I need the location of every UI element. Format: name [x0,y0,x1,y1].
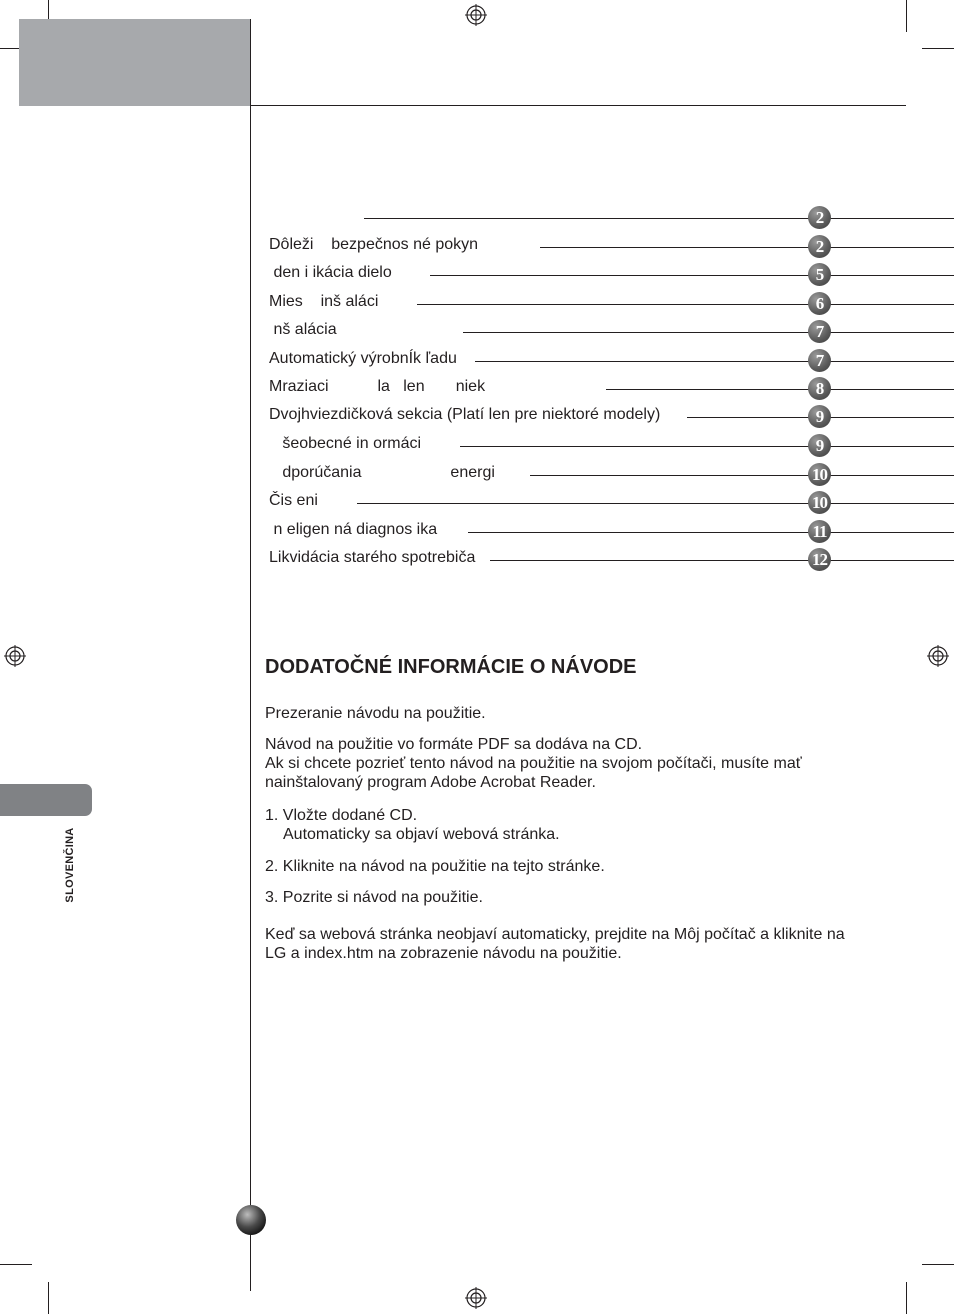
toc-page-number: 10 [808,491,831,514]
crop-mark [906,1282,907,1314]
toc-leader-line [417,304,954,305]
crop-mark [906,0,907,32]
paragraph-fallback: Keď sa webová stránka neobjaví automaticky, prejdite na Môj počítač a kliknite na LG a index.htm na zobrazenie návodu na použitie. [265,926,845,962]
toc-leader-line [463,332,954,333]
paragraph-intro: Prezeranie návodu na použitie. [265,705,486,722]
toc-row[interactable] [0,463,954,491]
registration-mark-icon [465,1287,487,1309]
crop-mark [48,1282,49,1314]
toc-leader-line [357,503,954,504]
header-block [19,19,250,106]
toc-row[interactable] [0,405,954,433]
toc-row[interactable] [0,320,954,348]
toc-page-number: 6 [808,292,831,315]
language-tab [0,784,92,816]
toc-page-number: 10 [808,463,831,486]
toc-page-number: 7 [808,320,831,343]
toc-page-number: 9 [808,405,831,428]
toc-page-number: 9 [808,434,831,457]
step-text: 1. Vložte dodané CD. [265,807,418,824]
toc-entry-title: Mies inš aláci [269,293,379,310]
crop-mark [922,48,954,49]
toc-page-number: 12 [808,548,831,571]
toc-entry-title: Dôleži bezpečnos né pokyn [269,236,479,253]
step-1 [265,806,875,844]
toc-page-number: 5 [808,263,831,286]
paragraph-line: Návod na použitie vo formáte PDF sa dodáva na CD. [265,736,643,753]
step-2: 2. Kliknite na návod na použitie na tejto stránke. [265,858,605,875]
toc-row[interactable] [0,292,954,320]
toc-page-number: 2 [808,206,831,229]
toc-entry-title: n eligen ná diagnos ika [269,521,438,538]
toc-row[interactable] [0,263,954,291]
toc-entry-title: Automatický výrobnÍk ľadu [269,350,457,367]
toc-leader-line [490,560,954,561]
toc-row[interactable] [0,548,954,576]
registration-mark-icon [465,4,487,26]
toc-leader-line [460,446,954,447]
step-subtext: Automaticky sa objaví webová stránka. [283,826,560,843]
toc-leader-line [364,218,954,219]
toc-leader-line [540,247,954,248]
language-label: SLOVENČINA [64,827,76,903]
toc-entry-title: šeobecné in ormáci [269,435,422,452]
toc-page-number: 7 [808,349,831,372]
toc-page-number: 8 [808,377,831,400]
toc-page-number: 2 [808,235,831,258]
toc-row[interactable] [0,520,954,548]
toc-row[interactable] [0,434,954,462]
registration-mark-icon [927,645,949,667]
toc-row[interactable] [0,349,954,377]
toc-entry-title: Dvojhviezdičková sekcia (Platí len pre niektoré modely) [269,406,661,423]
toc-entry-title: Likvidácia starého spotrebiča [269,549,476,566]
toc-leader-line [430,275,954,276]
crop-mark [922,1264,954,1265]
toc-row[interactable] [0,206,954,234]
crop-mark [0,1264,32,1265]
header-rule [250,105,906,106]
toc-leader-line [475,361,954,362]
toc-entry-title: dporúčania energi [269,464,495,481]
page-number-bullet [236,1205,266,1235]
toc-entry-title: Mraziaci la len niek [269,378,486,395]
toc-row[interactable] [0,491,954,519]
toc-row[interactable] [0,235,954,263]
toc-leader-line [530,475,954,476]
paragraph-pdf-info [265,735,875,792]
toc-row[interactable] [0,377,954,405]
registration-mark-icon [4,645,26,667]
toc-page-number: 11 [808,520,831,543]
step-3: 3. Pozrite si návod na použitie. [265,889,483,906]
toc-leader-line [606,389,954,390]
toc-leader-line [468,532,954,533]
paragraph-line: Ak si chcete pozrieť tento návod na použitie na svojom počítači, musíte mať nainštalovaný program Adobe Acrobat Reader. [265,755,802,791]
section-title: DODATOČNÉ INFORMÁCIE O NÁVODE [265,656,637,678]
toc-entry-title: nš alácia [269,321,337,338]
toc-entry-title: den i ikácia dielo [269,264,392,281]
toc-entry-title: Čis eni [269,492,318,509]
